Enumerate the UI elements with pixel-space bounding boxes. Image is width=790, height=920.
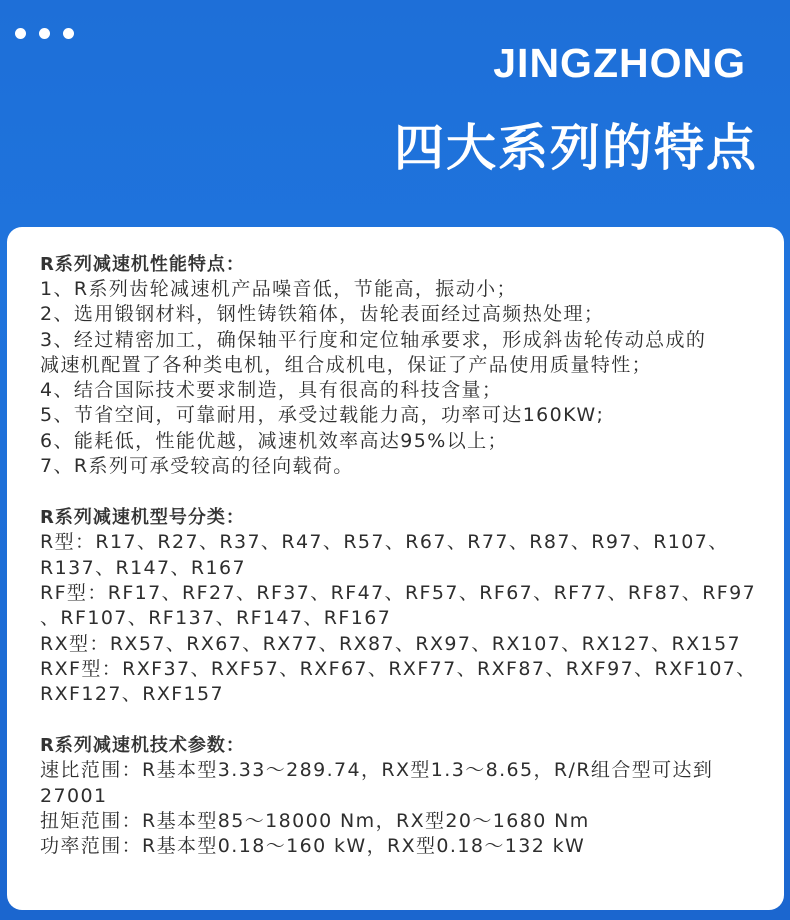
text-line: RF型：RF17、RF27、RF37、RF47、RF57、RF67、RF77、RF87、RF97 [40, 581, 757, 604]
text-line: RXF型：RXF37、RXF57、RXF67、RXF77、RXF87、RXF97、RXF107、 [40, 657, 757, 680]
section-specs [40, 733, 770, 859]
brand-name: JINGZHONG [493, 40, 746, 86]
text-line: 2、选用锻钢材料，钢性铸铁箱体，齿轮表面经过高频热处理； [40, 303, 605, 326]
text-line: R137、R147、R167 [40, 556, 247, 579]
text-line: 速比范围：R基本型3.33～289.74，RX型1.3～8.65，R/R组合型可达到 [40, 759, 714, 782]
text-line: RX型：RX57、RX67、RX77、RX87、RX97、RX107、RX127、RX157 [40, 632, 742, 655]
dot-icon [39, 28, 50, 39]
text-line: 减速机配置了各种类电机，组合成机电，保证了产品使用质量特性； [40, 353, 653, 376]
section-title: R系列减速机性能特点： [40, 254, 245, 275]
text-line: RXF127、RXF157 [40, 683, 225, 706]
dot-icon [63, 28, 74, 39]
text-line: 扭矩范围：R基本型85～18000 Nm，RX型20～1680 Nm [40, 810, 590, 833]
section-performance [40, 252, 770, 479]
text-line: 1、R系列齿轮减速机产品噪音低，节能高，振动小； [40, 278, 517, 300]
section-title: R系列减速机型号分类： [40, 507, 245, 529]
section-models [40, 505, 770, 707]
text-line: 4、结合国际技术要求制造，具有很高的科技含量； [40, 379, 503, 402]
text-line: R型：R17、R27、R37、R47、R57、R67、R77、R87、R97、R107、 [40, 531, 729, 554]
page-title: 四大系列的特点 [394, 119, 758, 177]
text-line: 、RF107、RF137、RF147、RF167 [40, 607, 392, 630]
text-line: 3、经过精密加工，确保轴平行度和定位轴承要求，形成斜齿轮传动总成的 [40, 328, 707, 351]
content-card [7, 227, 784, 910]
section-title: R系列减速机技术参数： [40, 735, 245, 757]
text-line: 7、R系列可承受较高的径向载荷。 [40, 455, 354, 478]
window-dots [15, 28, 74, 39]
text-line: 功率范围：R基本型0.18～160 kW，RX型0.18～132 kW [40, 835, 586, 858]
text-line: 5、节省空间，可靠耐用，承受过载能力高，功率可达160KW; [40, 404, 605, 427]
text-line: 6、能耗低，性能优越，减速机效率高达95%以上； [40, 429, 508, 452]
text-line: 27001 [40, 784, 108, 807]
dot-icon [15, 28, 26, 39]
